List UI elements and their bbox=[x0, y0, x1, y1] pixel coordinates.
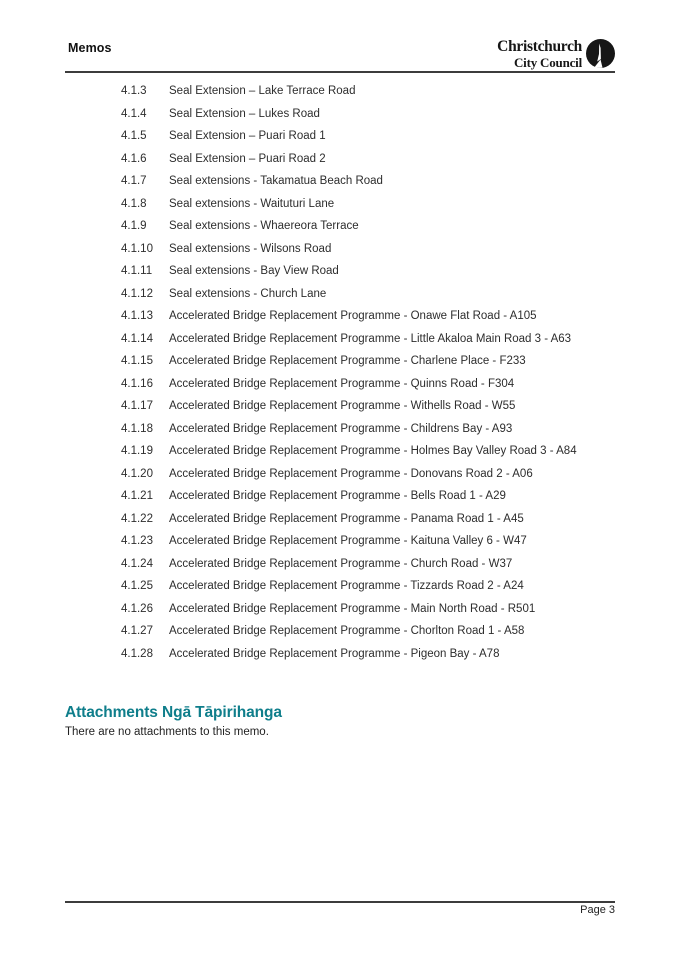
item-number: 4.1.11 bbox=[121, 265, 153, 278]
item-number: 4.1.28 bbox=[121, 647, 153, 660]
item-number: 4.1.26 bbox=[121, 602, 153, 615]
list-item bbox=[121, 643, 621, 666]
item-label: Accelerated Bridge Replacement Programme - Onawe Flat Road - A105 bbox=[169, 310, 537, 323]
item-number: 4.1.14 bbox=[121, 332, 153, 345]
list-item bbox=[121, 418, 621, 441]
item-number: 4.1.20 bbox=[121, 467, 153, 480]
list-item bbox=[121, 238, 621, 261]
item-label: Seal extensions - Whaereora Terrace bbox=[169, 220, 359, 233]
item-number: 4.1.17 bbox=[121, 400, 153, 413]
item-label: Seal extensions - Waituturi Lane bbox=[169, 197, 335, 210]
page-number: Page 3 bbox=[580, 904, 615, 916]
list-item bbox=[121, 328, 621, 351]
council-logo-line2: City Council bbox=[513, 54, 582, 70]
item-number: 4.1.6 bbox=[121, 152, 147, 165]
item-label: Seal Extension – Lake Terrace Road bbox=[169, 85, 356, 98]
list-item bbox=[121, 440, 621, 463]
list-item bbox=[121, 148, 621, 171]
item-label: Accelerated Bridge Replacement Programme - Childrens Bay - A93 bbox=[169, 422, 513, 435]
list-item bbox=[121, 103, 621, 126]
item-label: Seal extensions - Church Lane bbox=[169, 287, 327, 300]
item-number: 4.1.10 bbox=[121, 242, 153, 255]
list-item bbox=[121, 283, 621, 306]
item-label: Seal Extension – Puari Road 2 bbox=[169, 152, 326, 165]
footer-rule bbox=[65, 901, 615, 903]
list-item bbox=[121, 193, 621, 216]
item-label: Seal Extension – Puari Road 1 bbox=[169, 130, 326, 143]
council-logo-text bbox=[497, 39, 582, 69]
item-label: Accelerated Bridge Replacement Programme - Bells Road 1 - A29 bbox=[169, 490, 506, 503]
item-number: 4.1.12 bbox=[121, 287, 153, 300]
list-item bbox=[121, 575, 621, 598]
list-item bbox=[121, 170, 621, 193]
attachments-heading: Attachments Ngā Tāpirihanga bbox=[65, 704, 282, 721]
item-number: 4.1.5 bbox=[121, 130, 147, 143]
item-label: Accelerated Bridge Replacement Programme - Church Road - W37 bbox=[169, 557, 513, 570]
list-item bbox=[121, 530, 621, 553]
list-item bbox=[121, 598, 621, 621]
header-rule bbox=[65, 71, 615, 73]
item-number: 4.1.4 bbox=[121, 107, 147, 120]
item-label: Accelerated Bridge Replacement Programme - Tizzards Road 2 - A24 bbox=[169, 580, 524, 593]
item-number: 4.1.22 bbox=[121, 512, 153, 525]
attachments-body-text: There are no attachments to this memo. bbox=[65, 726, 269, 738]
item-label: Seal extensions - Bay View Road bbox=[169, 265, 339, 278]
item-label: Accelerated Bridge Replacement Programme - Little Akaloa Main Road 3 - A63 bbox=[169, 332, 572, 345]
item-label: Accelerated Bridge Replacement Programme - Chorlton Road 1 - A58 bbox=[169, 625, 525, 638]
item-number: 4.1.9 bbox=[121, 220, 147, 233]
list-item bbox=[121, 373, 621, 396]
list-item bbox=[121, 305, 621, 328]
item-number: 4.1.8 bbox=[121, 197, 147, 210]
item-label: Accelerated Bridge Replacement Programme - Kaituna Valley 6 - W47 bbox=[169, 535, 527, 548]
item-label: Accelerated Bridge Replacement Programme - Withells Road - W55 bbox=[169, 400, 516, 413]
list-item bbox=[121, 463, 621, 486]
memo-item-list bbox=[121, 80, 621, 665]
list-item bbox=[121, 350, 621, 373]
item-number: 4.1.19 bbox=[121, 445, 153, 458]
council-logo-line1: Christchurch bbox=[497, 38, 582, 55]
item-label: Seal extensions - Takamatua Beach Road bbox=[169, 175, 383, 188]
item-label: Accelerated Bridge Replacement Programme - Quinns Road - F304 bbox=[169, 377, 515, 390]
item-number: 4.1.13 bbox=[121, 310, 153, 323]
item-number: 4.1.25 bbox=[121, 580, 153, 593]
item-label: Seal extensions - Wilsons Road bbox=[169, 242, 332, 255]
list-item bbox=[121, 620, 621, 643]
list-item bbox=[121, 395, 621, 418]
item-label: Accelerated Bridge Replacement Programme - Panama Road 1 - A45 bbox=[169, 512, 524, 525]
item-number: 4.1.16 bbox=[121, 377, 153, 390]
item-number: 4.1.21 bbox=[121, 490, 153, 503]
item-label: Accelerated Bridge Replacement Programme - Main North Road - R501 bbox=[169, 602, 536, 615]
item-number: 4.1.15 bbox=[121, 355, 153, 368]
item-number: 4.1.3 bbox=[121, 85, 147, 98]
list-item bbox=[121, 260, 621, 283]
item-number: 4.1.18 bbox=[121, 422, 153, 435]
item-number: 4.1.24 bbox=[121, 557, 153, 570]
list-item bbox=[121, 508, 621, 531]
list-item bbox=[121, 553, 621, 576]
item-label: Accelerated Bridge Replacement Programme - Charlene Place - F233 bbox=[169, 355, 526, 368]
item-label: Accelerated Bridge Replacement Programme - Holmes Bay Valley Road 3 - A84 bbox=[169, 445, 577, 458]
item-label: Accelerated Bridge Replacement Programme - Pigeon Bay - A78 bbox=[169, 647, 500, 660]
council-logo bbox=[497, 39, 615, 69]
list-item bbox=[121, 215, 621, 238]
item-label: Accelerated Bridge Replacement Programme - Donovans Road 2 - A06 bbox=[169, 467, 533, 480]
ccc-emblem-icon bbox=[586, 39, 615, 68]
item-number: 4.1.7 bbox=[121, 175, 147, 188]
item-label: Seal Extension – Lukes Road bbox=[169, 107, 320, 120]
item-number: 4.1.27 bbox=[121, 625, 153, 638]
list-item bbox=[121, 485, 621, 508]
item-number: 4.1.23 bbox=[121, 535, 153, 548]
list-item bbox=[121, 80, 621, 103]
list-item bbox=[121, 125, 621, 148]
page-title: Memos bbox=[68, 41, 112, 55]
